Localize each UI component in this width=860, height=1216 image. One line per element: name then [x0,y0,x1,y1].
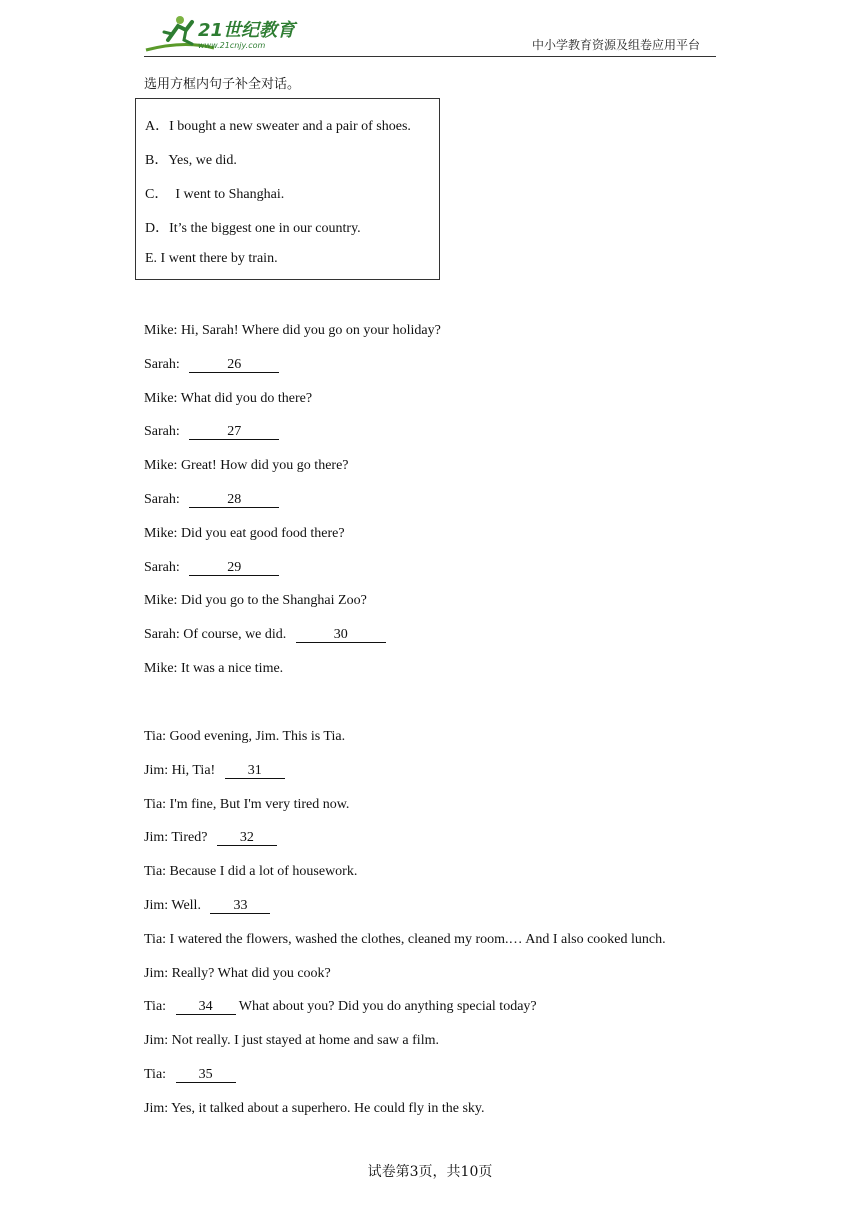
dialogue-line [144,1033,439,1049]
dialogue-text: Tia: I watered the flowers, washed the clothes, cleaned my room.… And I also cooked lunch. [144,931,666,947]
dialogue-text: Tia: Good evening, Jim. This is Tia. [144,729,346,744]
answer-blank[interactable]: 27 [189,424,279,440]
answer-blank[interactable]: 26 [189,357,279,373]
answer-blank[interactable]: 30 [296,627,386,643]
answer-blank[interactable]: 35 [176,1067,236,1083]
dialogue-line [144,627,386,643]
dialogue-text: Mike: Great! How did you go there? [144,458,349,474]
dialogue-line [144,966,331,982]
dialogue-text: Tia: Because I did a lot of housework. [144,864,358,880]
dialogue-text: Sarah: [144,559,184,575]
dialogue-line [144,526,345,542]
dialogue-text: Jim: Not really. I just stayed at home and saw a film. [144,1033,439,1049]
dialogue-text: Tia: [144,1067,170,1082]
answer-blank[interactable]: 31 [225,763,285,779]
dialogue-line [144,424,279,440]
dialogue-line [144,729,345,745]
option-e: E. I went there by train. [145,251,278,266]
option-d: D．It’s the biggest one in our country. [145,221,361,236]
dialogue-text: Jim: Really? What did you cook? [144,965,331,981]
dialogue-text-after: What about you? Did you do anything special today? [235,999,537,1015]
option-a: A．I bought a new sweater and a pair of shoes. [145,119,411,134]
dialogue-text: Mike: Did you eat good food there? [144,525,345,541]
option-c: C． I went to Shanghai. [145,187,285,202]
dialogue-line [144,560,279,576]
answer-blank[interactable]: 32 [217,830,277,846]
dialogue-text: Mike: Hi, Sarah! Where did you go on your holiday? [144,323,441,338]
answer-blank[interactable]: 33 [210,898,270,914]
logo-text: 21世纪教育 [198,20,296,41]
dialogue-line [144,357,279,373]
dialogue-line [144,999,537,1015]
dialogue-text: Sarah: [144,424,184,440]
answer-blank[interactable]: 29 [189,560,279,576]
dialogue-text: Jim: Well. [144,898,205,913]
options-box [135,98,440,280]
answer-blank[interactable]: 28 [189,492,279,508]
platform-name: 中小学教育资源及组卷应用平台 [531,38,700,52]
dialogue-text: Sarah: [144,492,184,507]
dialogue-text: Sarah: Of course, we did. [144,627,290,643]
dialogue-line [144,932,666,948]
dialogue-text: Mike: Did you go to the Shanghai Zoo? [144,593,367,609]
dialogue-line [144,763,285,779]
dialogue-line [144,864,357,880]
answer-blank[interactable]: 34 [176,999,236,1015]
dialogue-line [144,898,270,914]
dialogue-line [144,661,283,677]
logo-url: www.21cnjy.com [198,41,266,50]
dialogue-text: Tia: I'm fine, But I'm very tired now. [144,796,350,812]
instruction: 选用方框内句子补全对话。 [144,77,301,92]
dialogue-text: Jim: Yes, it talked about a superhero. He could fly in the sky. [144,1100,485,1116]
dialogue-text: Jim: Hi, Tia! [144,762,219,778]
dialogue-line [144,797,349,813]
dialogue-text: Tia: [144,999,170,1015]
dialogue-line [144,492,279,508]
dialogue-line [144,1101,484,1117]
dialogue-line [144,1067,236,1083]
dialogue-text: Mike: What did you do there? [144,390,313,406]
dialogue-text: Mike: It was a nice time. [144,661,284,676]
dialogue-text: Sarah: [144,356,184,372]
dialogue-line [144,323,441,339]
option-b: B．Yes, we did. [145,153,237,168]
page-header [144,10,716,57]
logo [144,10,314,54]
dialogue-line [144,458,349,474]
dialogue-line [144,830,277,846]
dialogue-line [144,391,312,407]
dialogue-text: Jim: Tired? [144,830,211,846]
dialogue-line [144,593,367,609]
page-footer: 试卷第3页，共10页 [367,1164,493,1180]
